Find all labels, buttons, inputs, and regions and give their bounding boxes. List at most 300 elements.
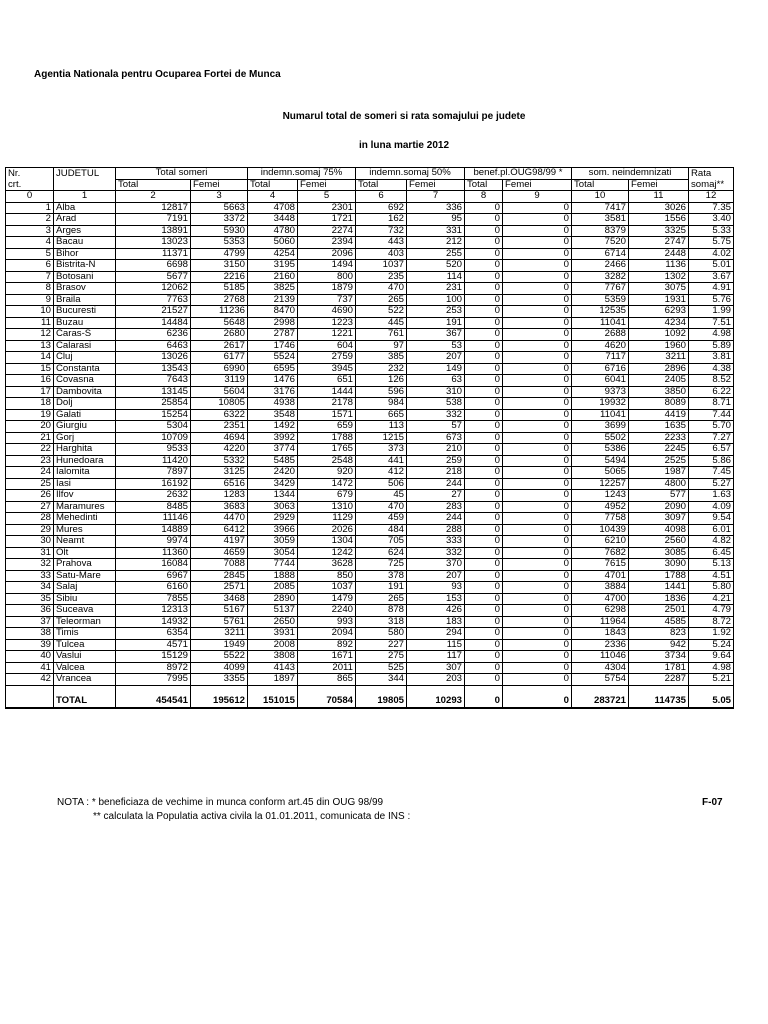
data-cell: 4.02 — [689, 248, 734, 260]
header-blank — [54, 179, 116, 191]
data-cell: 7520 — [572, 237, 629, 249]
data-cell: 0 — [503, 582, 572, 594]
county-name: Iasi — [54, 478, 116, 490]
data-cell: 878 — [356, 605, 407, 617]
data-cell: 1635 — [629, 421, 689, 433]
spacer-cell — [465, 685, 503, 696]
table-row — [6, 570, 734, 582]
data-cell: 332 — [407, 409, 465, 421]
county-name: Satu-Mare — [54, 570, 116, 582]
data-cell: 2245 — [629, 444, 689, 456]
header-sub: Total — [116, 179, 191, 191]
data-cell: 692 — [356, 202, 407, 214]
data-cell: 3581 — [572, 214, 629, 226]
data-cell: 4419 — [629, 409, 689, 421]
row-number: 31 — [6, 547, 54, 559]
data-cell: 1.99 — [689, 306, 734, 318]
data-cell: 3.81 — [689, 352, 734, 364]
data-cell: 307 — [407, 662, 465, 674]
data-cell: 725 — [356, 559, 407, 571]
data-cell: 0 — [503, 363, 572, 375]
data-cell: 4690 — [298, 306, 356, 318]
county-name: Giurgiu — [54, 421, 116, 433]
data-cell: 445 — [356, 317, 407, 329]
data-cell: 0 — [503, 386, 572, 398]
data-cell: 0 — [465, 559, 503, 571]
data-cell: 3125 — [191, 467, 248, 479]
row-number: 4 — [6, 237, 54, 249]
data-cell: 12257 — [572, 478, 629, 490]
colnum: 2 — [116, 191, 191, 203]
data-cell: 6516 — [191, 478, 248, 490]
row-number: 41 — [6, 662, 54, 674]
row-number: 38 — [6, 628, 54, 640]
data-cell: 0 — [503, 662, 572, 674]
data-cell: 235 — [356, 271, 407, 283]
data-cell: 11041 — [572, 317, 629, 329]
data-cell: 1223 — [298, 317, 356, 329]
data-cell: 1721 — [298, 214, 356, 226]
data-cell: 255 — [407, 248, 465, 260]
data-cell: 7.45 — [689, 467, 734, 479]
colnum: 12 — [689, 191, 734, 203]
data-cell: 7855 — [116, 593, 191, 605]
data-cell: 1765 — [298, 444, 356, 456]
data-cell: 2466 — [572, 260, 629, 272]
data-cell: 0 — [503, 513, 572, 525]
data-cell: 3808 — [248, 651, 298, 663]
data-cell: 100 — [407, 294, 465, 306]
row-number: 8 — [6, 283, 54, 295]
data-cell: 1781 — [629, 662, 689, 674]
header-sub: Femei — [298, 179, 356, 191]
data-cell: 6236 — [116, 329, 191, 341]
data-cell: 659 — [298, 421, 356, 433]
data-cell: 5.89 — [689, 340, 734, 352]
data-cell: 3850 — [629, 386, 689, 398]
data-cell: 8379 — [572, 225, 629, 237]
data-cell: 63 — [407, 375, 465, 387]
data-cell: 207 — [407, 570, 465, 582]
table-row — [6, 421, 734, 433]
data-cell: 162 — [356, 214, 407, 226]
spacer-cell — [298, 685, 356, 696]
data-cell: 4708 — [248, 202, 298, 214]
data-cell: 0 — [503, 559, 572, 571]
data-cell: 0 — [465, 202, 503, 214]
data-cell: 5522 — [191, 651, 248, 663]
data-cell: 0 — [503, 409, 572, 421]
data-cell: 0 — [503, 317, 572, 329]
table-row — [6, 237, 734, 249]
data-cell: 1243 — [572, 490, 629, 502]
data-cell: 153 — [407, 593, 465, 605]
row-number: 28 — [6, 513, 54, 525]
data-cell: 850 — [298, 570, 356, 582]
data-cell: 0 — [503, 248, 572, 260]
data-cell: 0 — [503, 536, 572, 548]
data-cell: 6698 — [116, 260, 191, 272]
data-cell: 1494 — [298, 260, 356, 272]
data-cell: 1129 — [298, 513, 356, 525]
data-cell: 2008 — [248, 639, 298, 651]
data-cell: 3931 — [248, 628, 298, 640]
data-cell: 53 — [407, 340, 465, 352]
colnum: 1 — [54, 191, 116, 203]
report-period: in luna martie 2012 — [358, 140, 450, 151]
data-cell: 2448 — [629, 248, 689, 260]
data-cell: 0 — [503, 616, 572, 628]
data-cell: 333 — [407, 536, 465, 548]
data-cell: 3468 — [191, 593, 248, 605]
table-row — [6, 501, 734, 513]
data-cell: 1215 — [356, 432, 407, 444]
data-cell: 0 — [465, 432, 503, 444]
data-cell: 2394 — [298, 237, 356, 249]
data-cell: 0 — [465, 593, 503, 605]
data-cell: 0 — [503, 524, 572, 536]
data-cell: 1931 — [629, 294, 689, 306]
row-number: 32 — [6, 559, 54, 571]
data-cell: 7191 — [116, 214, 191, 226]
data-cell: 5167 — [191, 605, 248, 617]
data-cell: 6177 — [191, 352, 248, 364]
header-benef-oug: benef.pl.OUG98/99 * — [465, 168, 572, 180]
data-cell: 920 — [298, 467, 356, 479]
header-judetul: JUDETUL — [54, 168, 116, 180]
total-cell: 19805 — [356, 696, 407, 708]
data-cell: 218 — [407, 467, 465, 479]
data-cell: 385 — [356, 352, 407, 364]
data-cell: 1344 — [248, 490, 298, 502]
data-cell: 520 — [407, 260, 465, 272]
data-cell: 2747 — [629, 237, 689, 249]
header-rata: Rata — [689, 168, 734, 180]
data-cell: 5.76 — [689, 294, 734, 306]
data-cell: 5.21 — [689, 674, 734, 686]
data-cell: 5137 — [248, 605, 298, 617]
data-cell: 3075 — [629, 283, 689, 295]
data-cell: 3176 — [248, 386, 298, 398]
data-cell: 2011 — [298, 662, 356, 674]
data-cell: 4.51 — [689, 570, 734, 582]
county-name: Galati — [54, 409, 116, 421]
data-cell: 3683 — [191, 501, 248, 513]
data-cell: 2650 — [248, 616, 298, 628]
data-cell: 0 — [465, 651, 503, 663]
data-cell: 7117 — [572, 352, 629, 364]
data-cell: 3097 — [629, 513, 689, 525]
data-cell: 1.92 — [689, 628, 734, 640]
data-cell: 3195 — [248, 260, 298, 272]
row-number: 25 — [6, 478, 54, 490]
county-name: Salaj — [54, 582, 116, 594]
data-cell: 1302 — [629, 271, 689, 283]
county-name: Caras-S — [54, 329, 116, 341]
row-number: 17 — [6, 386, 54, 398]
data-cell: 4.98 — [689, 329, 734, 341]
spacer-cell — [356, 685, 407, 696]
data-cell: 283 — [407, 501, 465, 513]
data-cell: 705 — [356, 536, 407, 548]
data-cell: 231 — [407, 283, 465, 295]
spacer-cell — [503, 685, 572, 696]
data-cell: 2617 — [191, 340, 248, 352]
data-cell: 5761 — [191, 616, 248, 628]
data-cell: 2274 — [298, 225, 356, 237]
data-cell: 5663 — [191, 202, 248, 214]
row-number: 24 — [6, 467, 54, 479]
spacer-row — [6, 685, 734, 696]
data-cell: 3282 — [572, 271, 629, 283]
data-cell: 370 — [407, 559, 465, 571]
data-cell: 506 — [356, 478, 407, 490]
data-cell: 6463 — [116, 340, 191, 352]
data-cell: 25854 — [116, 398, 191, 410]
data-cell: 6990 — [191, 363, 248, 375]
spacer-cell — [54, 685, 116, 696]
data-cell: 3548 — [248, 409, 298, 421]
data-cell: 412 — [356, 467, 407, 479]
data-cell: 865 — [298, 674, 356, 686]
data-cell: 0 — [465, 605, 503, 617]
row-number: 34 — [6, 582, 54, 594]
data-cell: 2688 — [572, 329, 629, 341]
colnum: 4 — [248, 191, 298, 203]
county-name: Cluj — [54, 352, 116, 364]
data-cell: 4799 — [191, 248, 248, 260]
data-cell: 470 — [356, 501, 407, 513]
row-number: 6 — [6, 260, 54, 272]
data-cell: 1571 — [298, 409, 356, 421]
table-row — [6, 444, 734, 456]
data-cell: 1310 — [298, 501, 356, 513]
data-cell: 459 — [356, 513, 407, 525]
data-cell: 3119 — [191, 375, 248, 387]
total-cell: 454541 — [116, 696, 191, 708]
table-row — [6, 294, 734, 306]
data-cell: 2351 — [191, 421, 248, 433]
data-cell: 0 — [465, 214, 503, 226]
county-name: Harghita — [54, 444, 116, 456]
data-cell: 6160 — [116, 582, 191, 594]
data-cell: 0 — [465, 639, 503, 651]
data-cell: 19932 — [572, 398, 629, 410]
data-cell: 5.86 — [689, 455, 734, 467]
table-row — [6, 283, 734, 295]
data-cell: 470 — [356, 283, 407, 295]
colnum: 10 — [572, 191, 629, 203]
header-sub: Total — [572, 179, 629, 191]
data-cell: 5648 — [191, 317, 248, 329]
data-cell: 275 — [356, 651, 407, 663]
data-cell: 2525 — [629, 455, 689, 467]
county-name: Dambovita — [54, 386, 116, 398]
table-row — [6, 202, 734, 214]
data-cell: 2560 — [629, 536, 689, 548]
row-number: 23 — [6, 455, 54, 467]
data-cell: 3825 — [248, 283, 298, 295]
data-cell: 14932 — [116, 616, 191, 628]
spacer-cell — [6, 685, 54, 696]
data-cell: 1888 — [248, 570, 298, 582]
data-cell: 2845 — [191, 570, 248, 582]
data-cell: 604 — [298, 340, 356, 352]
table-row — [6, 547, 734, 559]
data-cell: 0 — [465, 352, 503, 364]
header-crt: crt. — [6, 179, 54, 191]
data-cell: 6293 — [629, 306, 689, 318]
data-cell: 1221 — [298, 329, 356, 341]
data-cell: 0 — [503, 674, 572, 686]
data-cell: 0 — [503, 605, 572, 617]
data-cell: 2301 — [298, 202, 356, 214]
data-cell: 5353 — [191, 237, 248, 249]
data-cell: 0 — [465, 455, 503, 467]
data-cell: 5.24 — [689, 639, 734, 651]
county-name: Vaslui — [54, 651, 116, 663]
data-cell: 0 — [503, 432, 572, 444]
data-cell: 3355 — [191, 674, 248, 686]
row-number: 40 — [6, 651, 54, 663]
data-cell: 9.64 — [689, 651, 734, 663]
colnum: 5 — [298, 191, 356, 203]
data-cell: 0 — [465, 283, 503, 295]
data-cell: 7995 — [116, 674, 191, 686]
data-cell: 5.13 — [689, 559, 734, 571]
data-cell: 2998 — [248, 317, 298, 329]
data-cell: 673 — [407, 432, 465, 444]
data-cell: 212 — [407, 237, 465, 249]
row-number: 20 — [6, 421, 54, 433]
data-cell: 4694 — [191, 432, 248, 444]
data-cell: 12062 — [116, 283, 191, 295]
data-cell: 0 — [465, 490, 503, 502]
data-cell: 113 — [356, 421, 407, 433]
table-row — [6, 455, 734, 467]
total-label: TOTAL — [54, 696, 116, 708]
data-cell: 484 — [356, 524, 407, 536]
data-cell: 1746 — [248, 340, 298, 352]
data-cell: 942 — [629, 639, 689, 651]
county-name: Timis — [54, 628, 116, 640]
data-cell: 210 — [407, 444, 465, 456]
county-name: Olt — [54, 547, 116, 559]
data-cell: 9373 — [572, 386, 629, 398]
data-cell: 0 — [503, 421, 572, 433]
colnum: 6 — [356, 191, 407, 203]
data-cell: 984 — [356, 398, 407, 410]
data-cell: 2233 — [629, 432, 689, 444]
table-row — [6, 317, 734, 329]
data-cell: 5.27 — [689, 478, 734, 490]
data-cell: 3.40 — [689, 214, 734, 226]
data-cell: 3429 — [248, 478, 298, 490]
data-cell: 45 — [356, 490, 407, 502]
data-cell: 1242 — [298, 547, 356, 559]
data-cell: 265 — [356, 294, 407, 306]
data-cell: 5754 — [572, 674, 629, 686]
data-cell: 3734 — [629, 651, 689, 663]
data-cell: 443 — [356, 237, 407, 249]
data-cell: 344 — [356, 674, 407, 686]
data-cell: 0 — [465, 467, 503, 479]
data-cell: 13145 — [116, 386, 191, 398]
data-cell: 4800 — [629, 478, 689, 490]
table-row — [6, 651, 734, 663]
header-indemn-50: indemn.somaj 50% — [356, 168, 465, 180]
data-cell: 0 — [465, 363, 503, 375]
data-cell: 0 — [503, 455, 572, 467]
data-cell: 6298 — [572, 605, 629, 617]
table-body — [6, 202, 734, 685]
total-cell: 151015 — [248, 696, 298, 708]
header-sub: Femei — [629, 179, 689, 191]
data-cell: 0 — [465, 478, 503, 490]
data-cell: 2787 — [248, 329, 298, 341]
table-row — [6, 432, 734, 444]
county-name: Dolj — [54, 398, 116, 410]
county-name: Bucuresti — [54, 306, 116, 318]
data-cell: 0 — [465, 398, 503, 410]
data-cell: 114 — [407, 271, 465, 283]
total-row — [6, 696, 734, 708]
county-name: Gorj — [54, 432, 116, 444]
data-cell: 0 — [465, 329, 503, 341]
data-cell: 3448 — [248, 214, 298, 226]
data-cell: 3090 — [629, 559, 689, 571]
row-number: 9 — [6, 294, 54, 306]
data-cell: 5494 — [572, 455, 629, 467]
data-cell: 7.35 — [689, 202, 734, 214]
data-cell: 0 — [503, 294, 572, 306]
table-row — [6, 375, 734, 387]
data-cell: 3150 — [191, 260, 248, 272]
data-cell: 2890 — [248, 593, 298, 605]
header-sub: Femei — [503, 179, 572, 191]
data-cell: 0 — [503, 501, 572, 513]
data-cell: 0 — [503, 214, 572, 226]
row-number: 27 — [6, 501, 54, 513]
data-cell: 115 — [407, 639, 465, 651]
data-cell: 8485 — [116, 501, 191, 513]
row-number: 1 — [6, 202, 54, 214]
table-row — [6, 409, 734, 421]
data-cell: 27 — [407, 490, 465, 502]
spacer-cell — [572, 685, 629, 696]
data-cell: 1492 — [248, 421, 298, 433]
data-cell: 207 — [407, 352, 465, 364]
data-cell: 227 — [356, 639, 407, 651]
data-cell: 732 — [356, 225, 407, 237]
data-cell: 5.80 — [689, 582, 734, 594]
data-cell: 4.79 — [689, 605, 734, 617]
data-cell: 0 — [503, 593, 572, 605]
county-name: Bistrita-N — [54, 260, 116, 272]
colnum: 7 — [407, 191, 465, 203]
data-cell: 8470 — [248, 306, 298, 318]
header-sub: Total — [465, 179, 503, 191]
data-cell: 0 — [503, 398, 572, 410]
table-row — [6, 260, 734, 272]
data-cell: 11146 — [116, 513, 191, 525]
data-cell: 0 — [465, 237, 503, 249]
data-cell: 4585 — [629, 616, 689, 628]
row-number: 16 — [6, 375, 54, 387]
data-cell: 4.09 — [689, 501, 734, 513]
county-name: Ialomita — [54, 467, 116, 479]
data-cell: 16084 — [116, 559, 191, 571]
